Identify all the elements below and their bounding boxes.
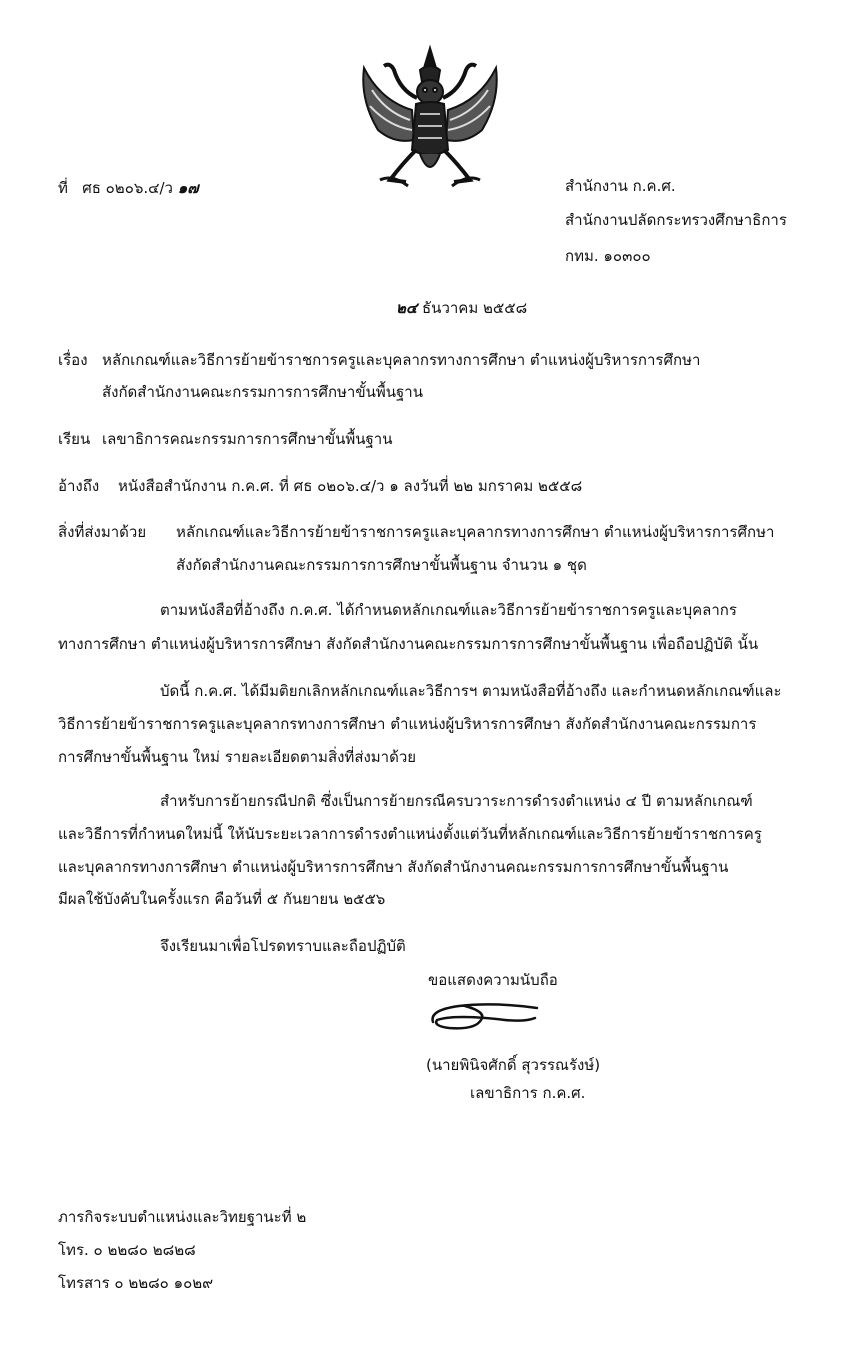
reference-handwritten-number: ๑๗ [177,179,199,197]
subject-line-2: สังกัดสำนักงานคณะกรรมการการศึกษาขั้นพื้นฐาน [102,383,423,401]
signatory-name: (นายพินิจศักดิ์ สุวรรณรังษ์) [426,1056,601,1074]
enclosure-label: สิ่งที่ส่งมาด้วย [58,523,147,541]
paragraph-3-line-4: มีผลใช้บังคับในครั้งแรก คือวันที่ ๕ กันยายน ๒๕๕๖ [58,890,386,908]
garuda-emblem-icon [350,40,510,200]
handwritten-signature-icon [425,996,545,1036]
footer-department: ภารกิจระบบตำแหน่งและวิทยฐานะที่ ๒ [58,1208,307,1226]
office-line-3: กทม. ๑๐๓๐๐ [565,247,651,265]
document-date [396,296,527,320]
date-month-year: ธันวาคม ๒๕๕๘ [422,299,528,317]
reference-label: อ้างถึง [58,477,100,495]
paragraph-2-line-2: วิธีการย้ายข้าราชการครูและบุคลากรทางการศึกษา ตำแหน่งผู้บริหารการศึกษา สังกัดสำนักงานคณะกรรมการ [58,715,757,733]
paragraph-2-line-3: การศึกษาขั้นพื้นฐาน ใหม่ รายละเอียดตามสิ่งที่ส่งมาด้วย [58,748,417,766]
footer-phone: โทร. ๐ ๒๒๘๐ ๒๘๒๘ [58,1241,196,1259]
subject-line-1: หลักเกณฑ์และวิธีการย้ายข้าราชการครูและบุคลากรทางการศึกษา ตำแหน่งผู้บริหารการศึกษา [102,351,701,369]
paragraph-3-line-3: และบุคลากรทางการศึกษา ตำแหน่งผู้บริหารการศึกษา สังกัดสำนักงานคณะกรรมการการศึกษาขั้นพื้นฐาน [58,858,729,876]
paragraph-3-line-2: และวิธีการที่กำหนดใหม่นี้ ให้นับระยะเวลาการดำรงตำแหน่งตั้งแต่วันที่หลักเกณฑ์และวิธีการย้ายข้าราชการครู [58,825,762,843]
to-label: เรียน [58,430,91,448]
regards-text: ขอแสดงความนับถือ [428,971,558,989]
closing-text: จึงเรียนมาเพื่อโปรดทราบและถือปฏิบัติ [160,937,406,955]
to-text: เลขาธิการคณะกรรมการการศึกษาขั้นพื้นฐาน [102,430,393,448]
signatory-position: เลขาธิการ ก.ค.ศ. [470,1084,586,1102]
office-line-1: สำนักงาน ก.ค.ศ. [565,177,676,195]
subject-label: เรื่อง [58,351,88,369]
paragraph-1-line-2: ทางการศึกษา ตำแหน่งผู้บริหารการศึกษา สังกัดสำนักงานคณะกรรมการการศึกษาขั้นพื้นฐาน เพื่อถือปฏิบัติ นั้น [58,635,759,653]
date-day-handwritten: ๒๔ [396,299,418,317]
reference-prefix: ที่ [58,179,68,197]
paragraph-3-line-1: สำหรับการย้ายกรณีปกติ ซึ่งเป็นการย้ายกรณีครบวาระการดำรงตำแหน่ง ๔ ปี ตามหลักเกณฑ์ [160,792,753,810]
footer-fax: โทรสาร ๐ ๒๒๘๐ ๑๐๒๙ [58,1274,214,1292]
reference-number: ศธ ๐๒๐๖.๔/ว [82,179,173,197]
paragraph-1-line-1: ตามหนังสือที่อ้างถึง ก.ค.ศ. ได้กำหนดหลักเกณฑ์และวิธีการย้ายข้าราชการครูและบุคลากร [160,601,737,619]
enclosure-line-2: สังกัดสำนักงานคณะกรรมการการศึกษาขั้นพื้นฐาน จำนวน ๑ ชุด [176,556,587,574]
enclosure-line-1: หลักเกณฑ์และวิธีการย้ายข้าราชการครูและบุคลากรทางการศึกษา ตำแหน่งผู้บริหารการศึกษา [176,523,775,541]
office-line-2: สำนักงานปลัดกระทรวงศึกษาธิการ [565,211,787,229]
paragraph-2-line-1: บัดนี้ ก.ค.ศ. ได้มีมติยกเลิกหลักเกณฑ์และวิธีการฯ ตามหนังสือที่อ้างถึง และกำหนดหลักเกณฑ์และ [160,682,782,700]
document-reference [58,176,199,200]
reference-text: หนังสือสำนักงาน ก.ค.ศ. ที่ ศธ ๐๒๐๖.๔/ว ๑ ลงวันที่ ๒๒ มกราคม ๒๕๕๘ [118,477,583,495]
